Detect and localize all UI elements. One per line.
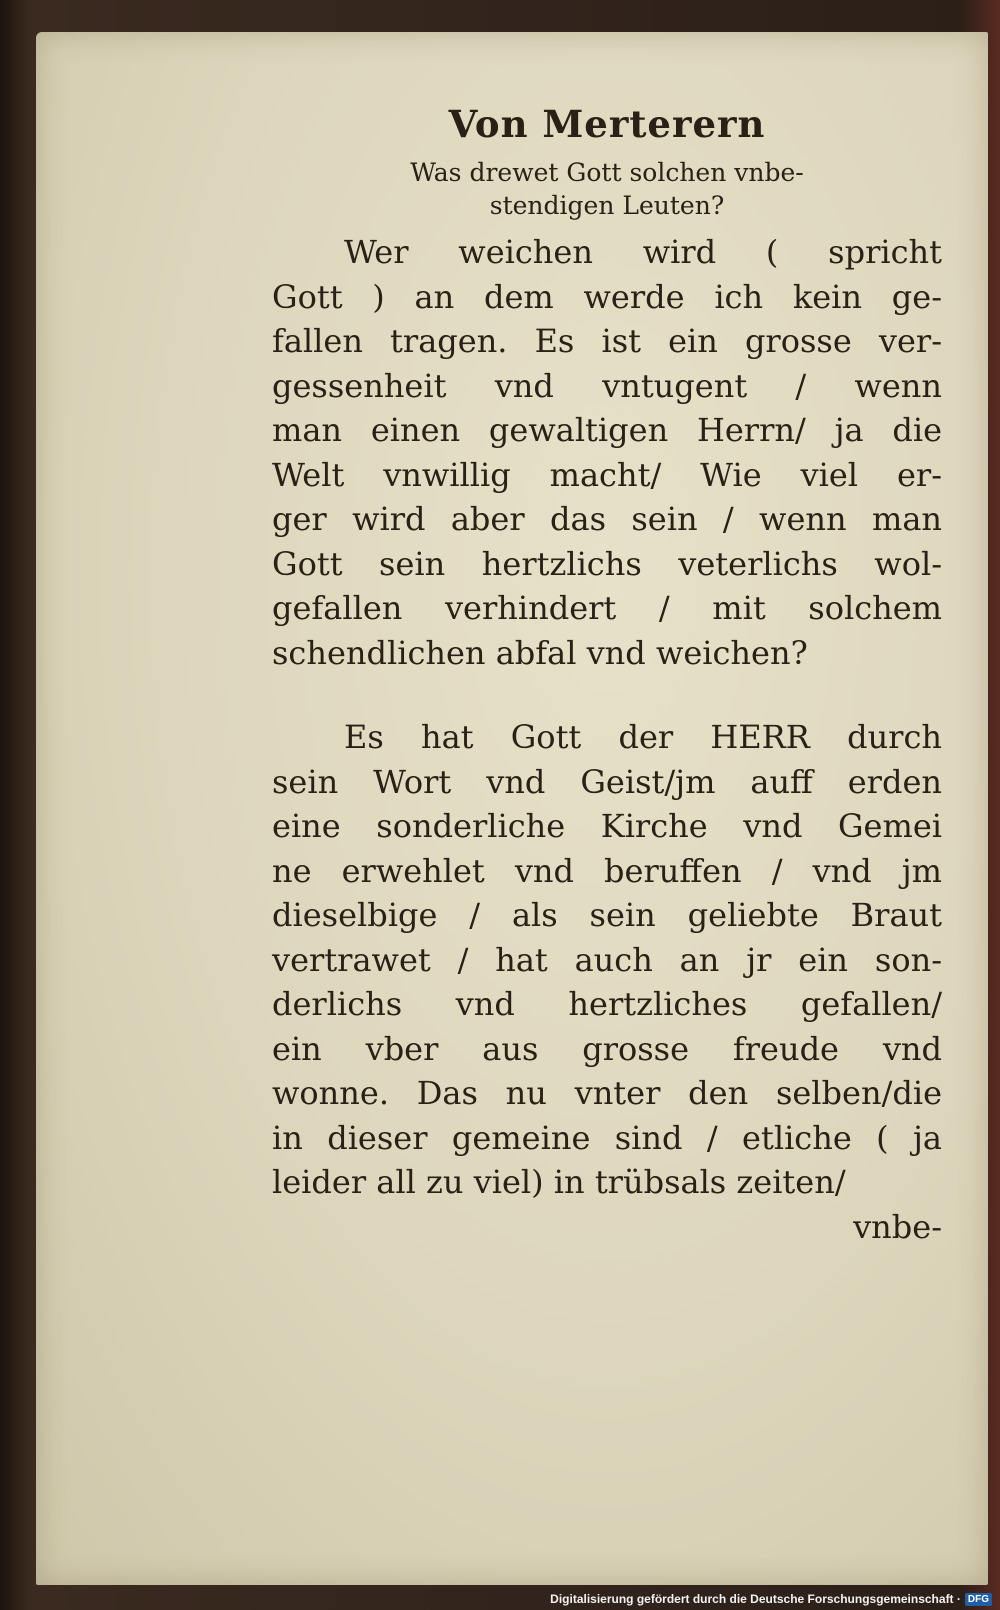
text-line: leider all zu viel) in trübsals zeiten/: [272, 1163, 846, 1201]
text-line: man einen gewaltigen Herrn/ ja die: [272, 411, 942, 449]
dfg-logo: DFG: [965, 1593, 992, 1606]
text-block: [272, 100, 942, 1249]
text-line: gessenheit vnd vntugent / wenn: [272, 366, 942, 405]
text-line: in dieser gemeine sind / etliche ( ja: [272, 1118, 942, 1157]
footer-credit: Digitalisierung gefördert durch die Deutsche Forschungsgemeinschaft ·: [550, 1592, 961, 1606]
text-line: Welt vnwillig macht/ Wie viel er-: [272, 455, 942, 494]
question-line: Was drewet Gott solchen vnbe-: [410, 158, 804, 187]
paragraph-2: [272, 715, 942, 1205]
question-line: stendigen Leuten?: [489, 191, 725, 220]
text-line: Gott ) an dem werde ich kein ge-: [272, 277, 942, 316]
text-line: derlichs vnd hertzliches gefallen/: [272, 985, 942, 1023]
text-line: Es hat Gott der HERR durch: [344, 718, 942, 756]
text-line: ein vber aus grosse freude vnd: [272, 1029, 942, 1068]
text-line: gefallen verhindert / mit solchem: [272, 589, 942, 627]
question-heading: [272, 156, 942, 222]
text-line: ne erwehlet vnd beruffen / vnd jm: [272, 851, 942, 890]
text-line: sein Wort vnd Geist/jm auff erden: [272, 762, 942, 801]
text-line: fallen tragen. Es ist ein grosse ver-: [272, 322, 942, 360]
text-line: Wer weichen wird ( spricht: [344, 233, 942, 271]
running-head: Von Merterern: [448, 102, 766, 146]
text-line: dieselbige / als sein geliebte Braut: [272, 896, 942, 934]
text-line: wonne. Das nu vnter den selben/die: [272, 1074, 942, 1112]
text-line: ger wird aber das sein / wenn man: [272, 500, 942, 538]
text-line: Gott sein hertzlichs veterlichs wol-: [272, 544, 942, 583]
text-line: eine sonderliche Kirche vnd Gemei: [272, 807, 942, 845]
text-line: vertrawet / hat auch an jr ein son-: [272, 940, 942, 979]
digitization-footer: [550, 1592, 992, 1606]
catchword: vnbe-: [853, 1207, 942, 1246]
text-line: schendlichen abfal vnd weichen?: [272, 633, 808, 672]
paragraph-1: [272, 230, 942, 675]
book-page: [36, 32, 988, 1585]
